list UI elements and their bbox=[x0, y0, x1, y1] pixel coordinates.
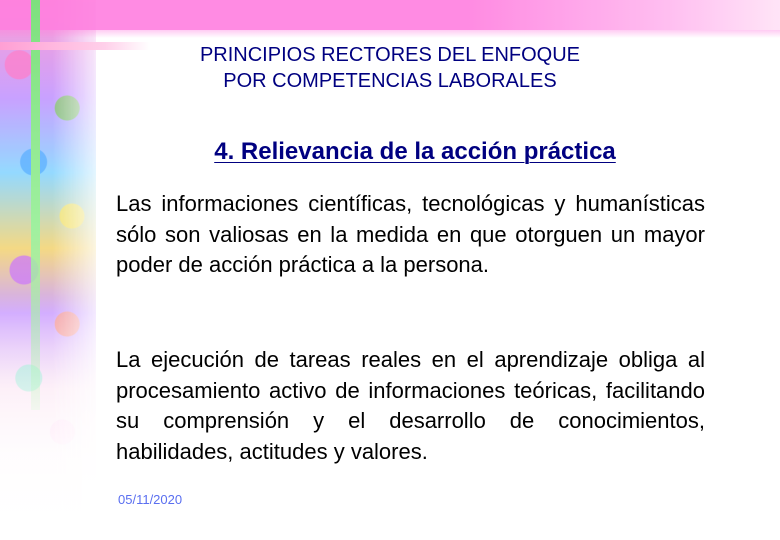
body-paragraph-2: La ejecución de tareas reales en el aprendizaje obliga al procesamiento activo de informaciones teóricas, facilitando su comprensión y el desarrollo de conocimientos, habilidades, actitudes y valores. bbox=[116, 347, 705, 464]
slide-subtitle-text: 4. Relievancia de la acción práctica bbox=[214, 138, 616, 165]
slide-date: 05/11/2020 bbox=[118, 492, 183, 507]
body-paragraph-1: Las informaciones científicas, tecnológicas y humanísticas sólo son valiosas en la medida en que otorguen un mayor poder de acción práctica a la persona. bbox=[116, 191, 705, 277]
slide-title-line-2: POR COMPETENCIAS LABORALES bbox=[223, 70, 557, 92]
slide-title bbox=[150, 42, 630, 94]
decorative-mosaic bbox=[0, 0, 96, 540]
slide-subtitle bbox=[150, 136, 680, 168]
top-decorative-band bbox=[0, 0, 780, 30]
vertical-accent-bar bbox=[31, 0, 40, 410]
slide-title-line-1: PRINCIPIOS RECTORES DEL ENFOQUE bbox=[199, 44, 581, 66]
horizontal-accent-bar bbox=[0, 42, 150, 50]
